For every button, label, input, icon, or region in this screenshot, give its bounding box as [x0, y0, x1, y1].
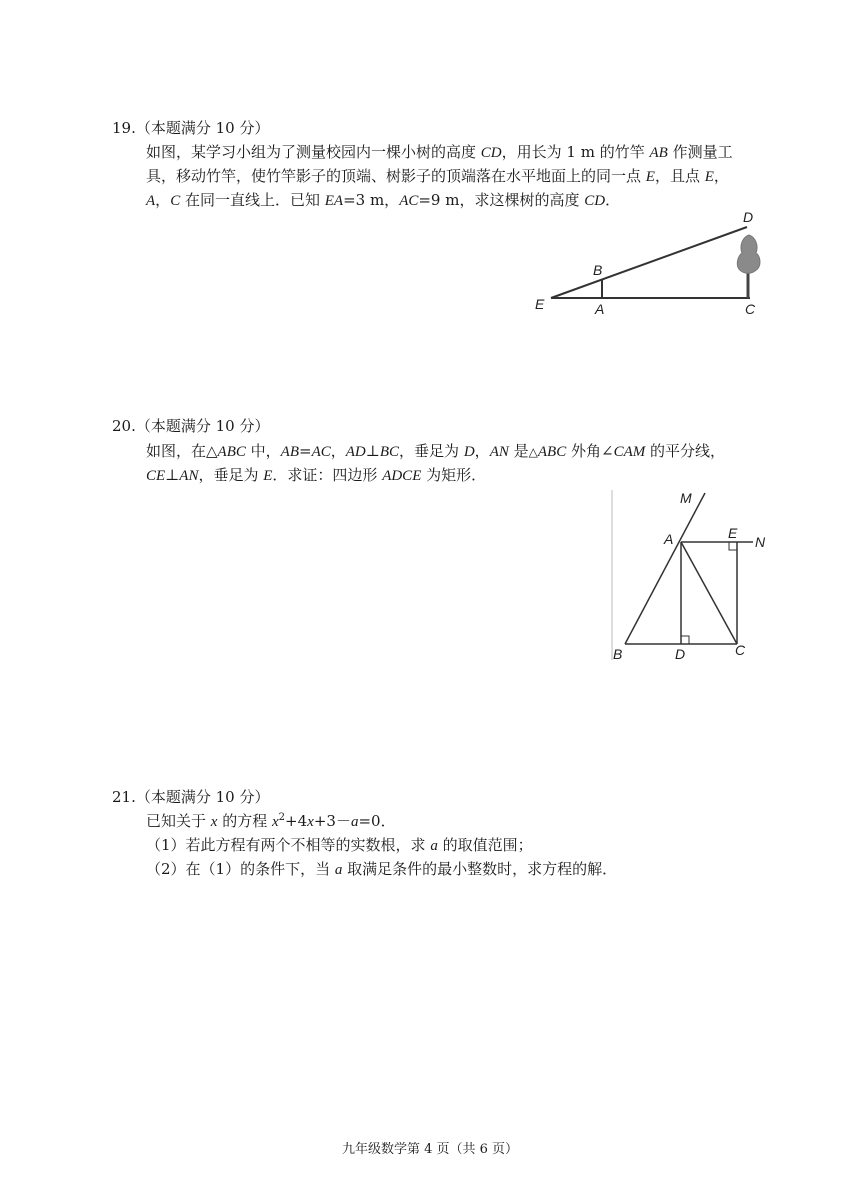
label-b: B [613, 646, 623, 662]
label-e: E [728, 525, 738, 541]
q20-figure [605, 485, 780, 665]
label-m: M [680, 490, 692, 506]
ray-bm [625, 493, 705, 644]
label-b: B [593, 262, 603, 278]
right-angle-d [681, 636, 689, 644]
q20-text-line-2: CE⊥AN，垂足为 E．求证：四边形 ADCE 为矩形． [146, 466, 487, 484]
page-footer: 九年级数学第 4 页（共 6 页） [341, 1142, 519, 1157]
label-n: N [755, 534, 766, 550]
label-d: D [743, 209, 754, 225]
label-c: C [735, 642, 746, 658]
label-e: E [535, 296, 545, 312]
q21-heading: 21.（本题满分 10 分） [112, 788, 270, 806]
q19-figure [525, 205, 775, 320]
side-ac [681, 542, 737, 644]
q19-text-line-1: 如图，某学习小组为了测量校园内一棵小树的高度 CD，用长为 1 m 的竹竿 AB 作测量工 [146, 143, 733, 161]
q21-part-2: （2）在（1）的条件下，当 a 取满足条件的最小整数时，求方程的解． [146, 860, 618, 878]
q20-text-line-1: 如图，在△ABC 中，AB=AC，AD⊥BC，垂足为 D，AN 是△ABC 外角∠CAM 的平分线， [146, 442, 726, 460]
q19-text-line-2: 具，移动竹竿，使竹竿影子的顶端、树影子的顶端落在水平地面上的同一点 E，且点 E， [146, 167, 729, 185]
q21-part-1: （1）若此方程有两个不相等的实数根，求 a 的取值范围； [146, 836, 533, 854]
tree-icon [737, 235, 760, 273]
right-angle-e [729, 542, 737, 550]
q20-heading: 20.（本题满分 10 分） [112, 417, 270, 435]
q19-text-line-3: A，C 在同一直线上．已知 EA=3 m，AC=9 m，求这棵树的高度 CD． [146, 191, 621, 209]
label-c: C [745, 301, 756, 317]
q19-heading: 19.（本题满分 10 分） [112, 119, 270, 137]
label-a: A [595, 301, 605, 317]
label-a: A [664, 531, 674, 547]
label-d: D [675, 646, 686, 662]
sight-line [551, 227, 747, 298]
q21-equation-line: 已知关于 x 的方程 $x^2+4x+3-a=0$． [146, 812, 396, 830]
